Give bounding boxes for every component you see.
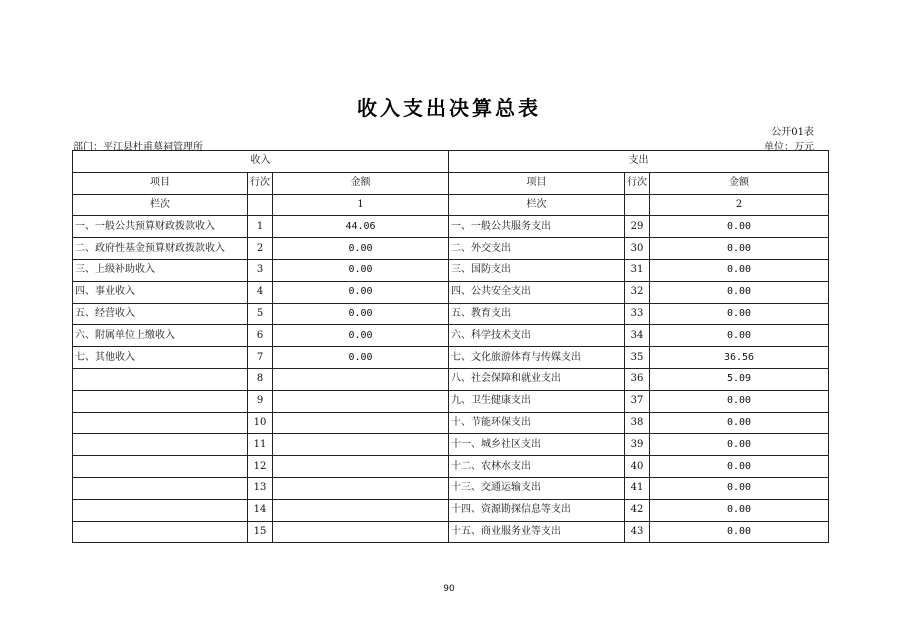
income-amount-cell bbox=[273, 368, 449, 390]
income-amount-cell bbox=[273, 456, 449, 478]
income-amount-cell bbox=[273, 434, 449, 456]
page-number: 90 bbox=[443, 584, 455, 594]
income-amount-cell: 0.00 bbox=[273, 303, 449, 325]
income-column-index: 1 bbox=[273, 194, 449, 216]
expense-row-no-cell: 38 bbox=[625, 412, 650, 434]
income-row-no-cell: 13 bbox=[248, 477, 273, 499]
expense-item-cell: 六、科学技术支出 bbox=[449, 325, 625, 347]
income-amount-cell bbox=[273, 477, 449, 499]
income-column-index-blank bbox=[248, 194, 273, 216]
header-row-columns bbox=[73, 172, 829, 194]
expense-column-index-label: 栏次 bbox=[449, 194, 625, 216]
expense-row-no-cell: 37 bbox=[625, 390, 650, 412]
unit-label: 单位：万元 bbox=[764, 142, 814, 153]
expense-row-no-cell: 42 bbox=[625, 499, 650, 521]
expense-amount-cell: 0.00 bbox=[650, 412, 829, 434]
expense-row-no-cell: 30 bbox=[625, 238, 650, 260]
header-row-column-index bbox=[73, 194, 829, 216]
income-row-no-cell: 5 bbox=[248, 303, 273, 325]
expense-amount-cell: 36.56 bbox=[650, 347, 829, 369]
income-amount-cell bbox=[273, 499, 449, 521]
expense-column-index: 2 bbox=[650, 194, 829, 216]
expense-item-header: 项目 bbox=[449, 172, 625, 194]
income-row-no-cell: 12 bbox=[248, 456, 273, 478]
income-amount-cell: 0.00 bbox=[273, 325, 449, 347]
income-row-no-cell: 9 bbox=[248, 390, 273, 412]
expense-amount-cell: 0.00 bbox=[650, 499, 829, 521]
expense-amount-cell: 0.00 bbox=[650, 325, 829, 347]
expense-amount-header: 金额 bbox=[650, 172, 829, 194]
income-item-cell bbox=[73, 499, 248, 521]
expense-item-cell: 十五、商业服务业等支出 bbox=[449, 521, 625, 543]
expense-section-header: 支出 bbox=[449, 151, 829, 173]
income-section-header: 收入 bbox=[73, 151, 449, 173]
expense-amount-cell: 0.00 bbox=[650, 303, 829, 325]
income-item-cell: 六、附属单位上缴收入 bbox=[73, 325, 248, 347]
table-row bbox=[73, 499, 829, 521]
expense-item-cell: 二、外交支出 bbox=[449, 238, 625, 260]
income-item-cell bbox=[73, 456, 248, 478]
income-item-cell: 七、其他收入 bbox=[73, 347, 248, 369]
expense-item-cell: 八、社会保障和就业支出 bbox=[449, 368, 625, 390]
income-row-no-header: 行次 bbox=[248, 172, 273, 194]
income-item-cell: 三、上级补助收入 bbox=[73, 259, 248, 281]
income-amount-cell: 0.00 bbox=[273, 259, 449, 281]
table-row bbox=[73, 477, 829, 499]
income-column-index-label: 栏次 bbox=[73, 194, 248, 216]
income-item-cell: 四、事业收入 bbox=[73, 281, 248, 303]
expense-row-no-cell: 41 bbox=[625, 477, 650, 499]
income-row-no-cell: 4 bbox=[248, 281, 273, 303]
income-item-cell bbox=[73, 390, 248, 412]
expense-row-no-cell: 36 bbox=[625, 368, 650, 390]
expense-row-no-header: 行次 bbox=[625, 172, 650, 194]
expense-amount-cell: 0.00 bbox=[650, 456, 829, 478]
table-row bbox=[73, 281, 829, 303]
expense-row-no-cell: 40 bbox=[625, 456, 650, 478]
table-row bbox=[73, 259, 829, 281]
table-row bbox=[73, 347, 829, 369]
expense-row-no-cell: 35 bbox=[625, 347, 650, 369]
income-row-no-cell: 1 bbox=[248, 216, 273, 238]
income-item-cell bbox=[73, 521, 248, 543]
income-amount-cell: 0.00 bbox=[273, 347, 449, 369]
income-amount-cell bbox=[273, 412, 449, 434]
income-row-no-cell: 15 bbox=[248, 521, 273, 543]
expense-amount-cell: 0.00 bbox=[650, 390, 829, 412]
table-row bbox=[73, 521, 829, 543]
income-row-no-cell: 7 bbox=[248, 347, 273, 369]
table-row bbox=[73, 456, 829, 478]
income-item-header: 项目 bbox=[73, 172, 248, 194]
income-row-no-cell: 3 bbox=[248, 259, 273, 281]
income-item-cell bbox=[73, 368, 248, 390]
department-label: 部门：平江县杜甫墓祠管理所 bbox=[73, 142, 203, 153]
income-row-no-cell: 2 bbox=[248, 238, 273, 260]
expense-item-cell: 三、国防支出 bbox=[449, 259, 625, 281]
expense-amount-cell: 0.00 bbox=[650, 238, 829, 260]
income-amount-cell: 44.06 bbox=[273, 216, 449, 238]
income-amount-cell: 0.00 bbox=[273, 238, 449, 260]
income-row-no-cell: 8 bbox=[248, 368, 273, 390]
table-row bbox=[73, 303, 829, 325]
income-row-no-cell: 14 bbox=[248, 499, 273, 521]
expense-item-cell: 一、一般公共服务支出 bbox=[449, 216, 625, 238]
expense-amount-cell: 0.00 bbox=[650, 477, 829, 499]
summary-table bbox=[72, 150, 829, 543]
expense-row-no-cell: 31 bbox=[625, 259, 650, 281]
expense-amount-cell: 0.00 bbox=[650, 216, 829, 238]
income-row-no-cell: 10 bbox=[248, 412, 273, 434]
table-row bbox=[73, 390, 829, 412]
header-row-sections bbox=[73, 151, 829, 173]
expense-row-no-cell: 32 bbox=[625, 281, 650, 303]
expense-amount-cell: 0.00 bbox=[650, 281, 829, 303]
expense-item-cell: 十一、城乡社区支出 bbox=[449, 434, 625, 456]
form-number: 公开01表 bbox=[771, 127, 814, 138]
table-row bbox=[73, 412, 829, 434]
income-item-cell: 一、一般公共预算财政拨款收入 bbox=[73, 216, 248, 238]
expense-row-no-cell: 43 bbox=[625, 521, 650, 543]
income-amount-cell bbox=[273, 390, 449, 412]
income-amount-cell: 0.00 bbox=[273, 281, 449, 303]
expense-row-no-cell: 34 bbox=[625, 325, 650, 347]
expense-amount-cell: 0.00 bbox=[650, 259, 829, 281]
expense-item-cell: 五、教育支出 bbox=[449, 303, 625, 325]
income-item-cell: 二、政府性基金预算财政拨款收入 bbox=[73, 238, 248, 260]
income-item-cell bbox=[73, 434, 248, 456]
expense-item-cell: 十二、农林水支出 bbox=[449, 456, 625, 478]
income-item-cell bbox=[73, 477, 248, 499]
expense-amount-cell: 5.09 bbox=[650, 368, 829, 390]
table-row bbox=[73, 325, 829, 347]
table-row bbox=[73, 216, 829, 238]
income-row-no-cell: 11 bbox=[248, 434, 273, 456]
income-amount-cell bbox=[273, 521, 449, 543]
income-amount-header: 金额 bbox=[273, 172, 449, 194]
expense-item-cell: 十、节能环保支出 bbox=[449, 412, 625, 434]
expense-row-no-cell: 33 bbox=[625, 303, 650, 325]
expense-column-index-blank bbox=[625, 194, 650, 216]
income-row-no-cell: 6 bbox=[248, 325, 273, 347]
table-row bbox=[73, 368, 829, 390]
income-item-cell: 五、经营收入 bbox=[73, 303, 248, 325]
income-item-cell bbox=[73, 412, 248, 434]
table-row bbox=[73, 238, 829, 260]
expense-item-cell: 九、卫生健康支出 bbox=[449, 390, 625, 412]
expense-item-cell: 十四、资源勘探信息等支出 bbox=[449, 499, 625, 521]
expense-item-cell: 四、公共安全支出 bbox=[449, 281, 625, 303]
expense-row-no-cell: 39 bbox=[625, 434, 650, 456]
page-title: 收入支出决算总表 bbox=[357, 96, 541, 120]
expense-item-cell: 十三、交通运输支出 bbox=[449, 477, 625, 499]
table-row bbox=[73, 434, 829, 456]
expense-item-cell: 七、文化旅游体育与传媒支出 bbox=[449, 347, 625, 369]
expense-amount-cell: 0.00 bbox=[650, 521, 829, 543]
expense-amount-cell: 0.00 bbox=[650, 434, 829, 456]
expense-row-no-cell: 29 bbox=[625, 216, 650, 238]
